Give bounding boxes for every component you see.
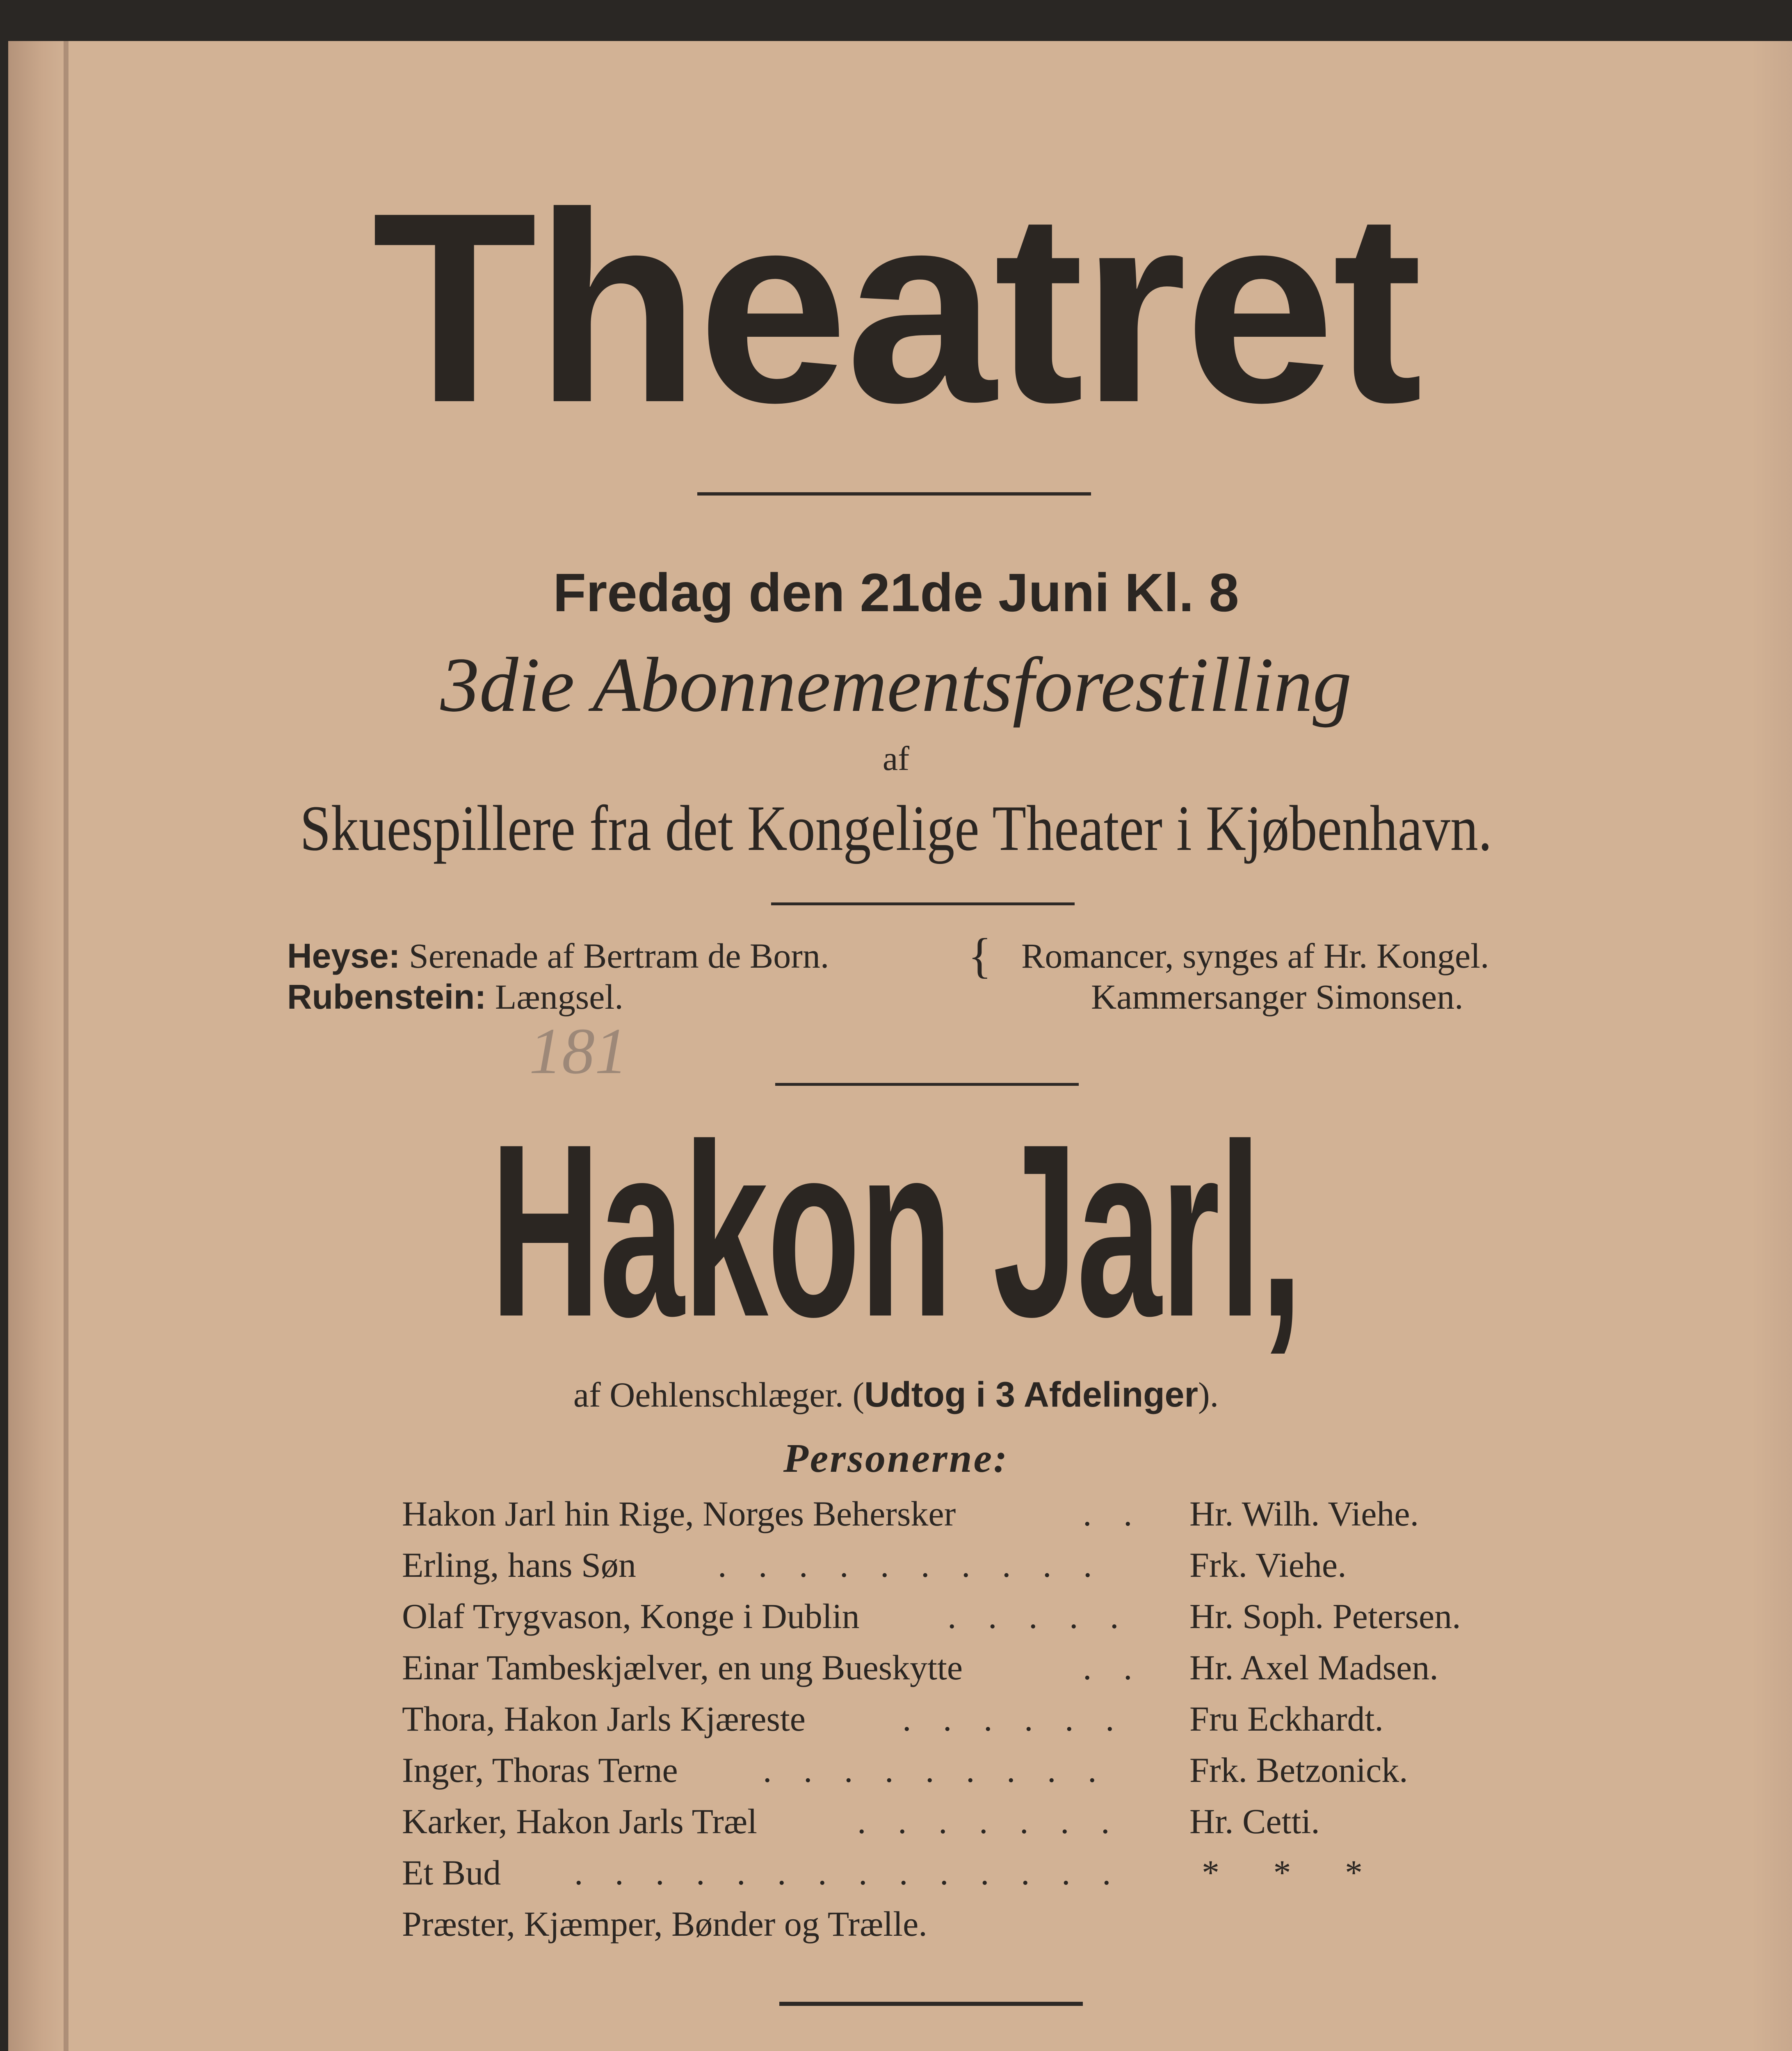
leader-dots: . .: [1083, 1648, 1144, 1687]
cast-extras: Præster, Kjæmper, Bønder og Trælle.: [402, 1904, 927, 1944]
song-composer: Heyse:: [287, 936, 400, 975]
cast-role: [402, 1544, 636, 1585]
actor-name: Fru Eckhardt.: [1189, 1699, 1383, 1738]
divider-rule: [771, 902, 1075, 905]
leader-dots: . . . . . . . . .: [763, 1750, 1108, 1790]
song-brace: {: [968, 928, 992, 983]
role-name: Olaf Trygvason, Konge i Dublin: [402, 1596, 860, 1636]
leader-dots: . . . . . . . . . .: [718, 1545, 1104, 1585]
play-author-line: [0, 1374, 1792, 1415]
actor-name: Frk. Betzonick.: [1189, 1750, 1408, 1790]
role-name: Thora, Hakon Jarls Kjæreste: [402, 1699, 806, 1738]
role-name: Karker, Hakon Jarls Træl: [402, 1802, 758, 1841]
company-line: Skuespillere fra det Kongelige Theater i Kjøbenhavn.: [300, 793, 1492, 864]
play-author: af Oehlenschlæger.: [573, 1375, 844, 1414]
actor-name: Frk. Viehe.: [1189, 1545, 1347, 1585]
leader-dots: . . . . . . .: [857, 1802, 1121, 1841]
cast-heading: Personerne:: [783, 1435, 1009, 1481]
leader-dots: . . . . . . . . . . . . . .: [574, 1853, 1123, 1892]
role-name: Hakon Jarl hin Rige, Norges Behersker: [402, 1494, 956, 1533]
song-performer: Romancer, synges af Hr. Kongel.: [1021, 936, 1489, 975]
song-work: Længsel.: [495, 977, 623, 1016]
leader-dots: . .: [1083, 1494, 1144, 1533]
performance-line: 3die Abonnementsforestilling: [440, 642, 1352, 728]
play-title: Hakon Jarl,: [490, 1093, 1302, 1368]
handwritten-note: 181: [529, 1014, 628, 1087]
actor-name: * * *: [1202, 1853, 1363, 1892]
poster-title: Theatret: [372, 156, 1420, 459]
cast-role: [402, 1801, 757, 1842]
cast-role: [402, 1852, 501, 1893]
divider-rule: [779, 2002, 1083, 2006]
cast-role: [402, 1596, 860, 1637]
song-performer: Kammersanger Simonsen.: [1091, 977, 1463, 1016]
cast-role: [402, 1647, 963, 1688]
role-name: Erling, hans Søn: [402, 1545, 636, 1585]
play-note-close: ).: [1198, 1375, 1219, 1414]
date-line: Fredag den 21de Juni Kl. 8: [553, 562, 1239, 623]
cast-role: [402, 1698, 806, 1739]
leader-dots: . . . . . .: [902, 1699, 1126, 1738]
song-item: [287, 935, 829, 976]
leader-dots: . . . . .: [947, 1596, 1130, 1636]
actor-name: Hr. Axel Madsen.: [1189, 1648, 1438, 1687]
divider-rule: [775, 1083, 1079, 1086]
role-name: Einar Tambeskjælver, en ung Bueskytte: [402, 1648, 963, 1687]
cast-role: [402, 1750, 678, 1791]
cast-role: [402, 1493, 956, 1534]
divider-rule: [697, 492, 1091, 496]
actor-name: Hr. Soph. Petersen.: [1189, 1596, 1461, 1636]
actor-name: Hr. Cetti.: [1189, 1802, 1320, 1841]
play-note-open: (: [852, 1375, 865, 1414]
song-work: Serenade af Bertram de Born.: [409, 936, 829, 975]
role-name: Inger, Thoras Terne: [402, 1750, 678, 1790]
song-item: [287, 976, 623, 1017]
by-line: af: [882, 740, 910, 778]
play-note: Udtog i 3 Afdelinger: [864, 1375, 1198, 1414]
actor-name: Hr. Wilh. Viehe.: [1189, 1494, 1419, 1533]
role-name: Et Bud: [402, 1853, 501, 1892]
song-composer: Rubenstein:: [287, 978, 486, 1016]
